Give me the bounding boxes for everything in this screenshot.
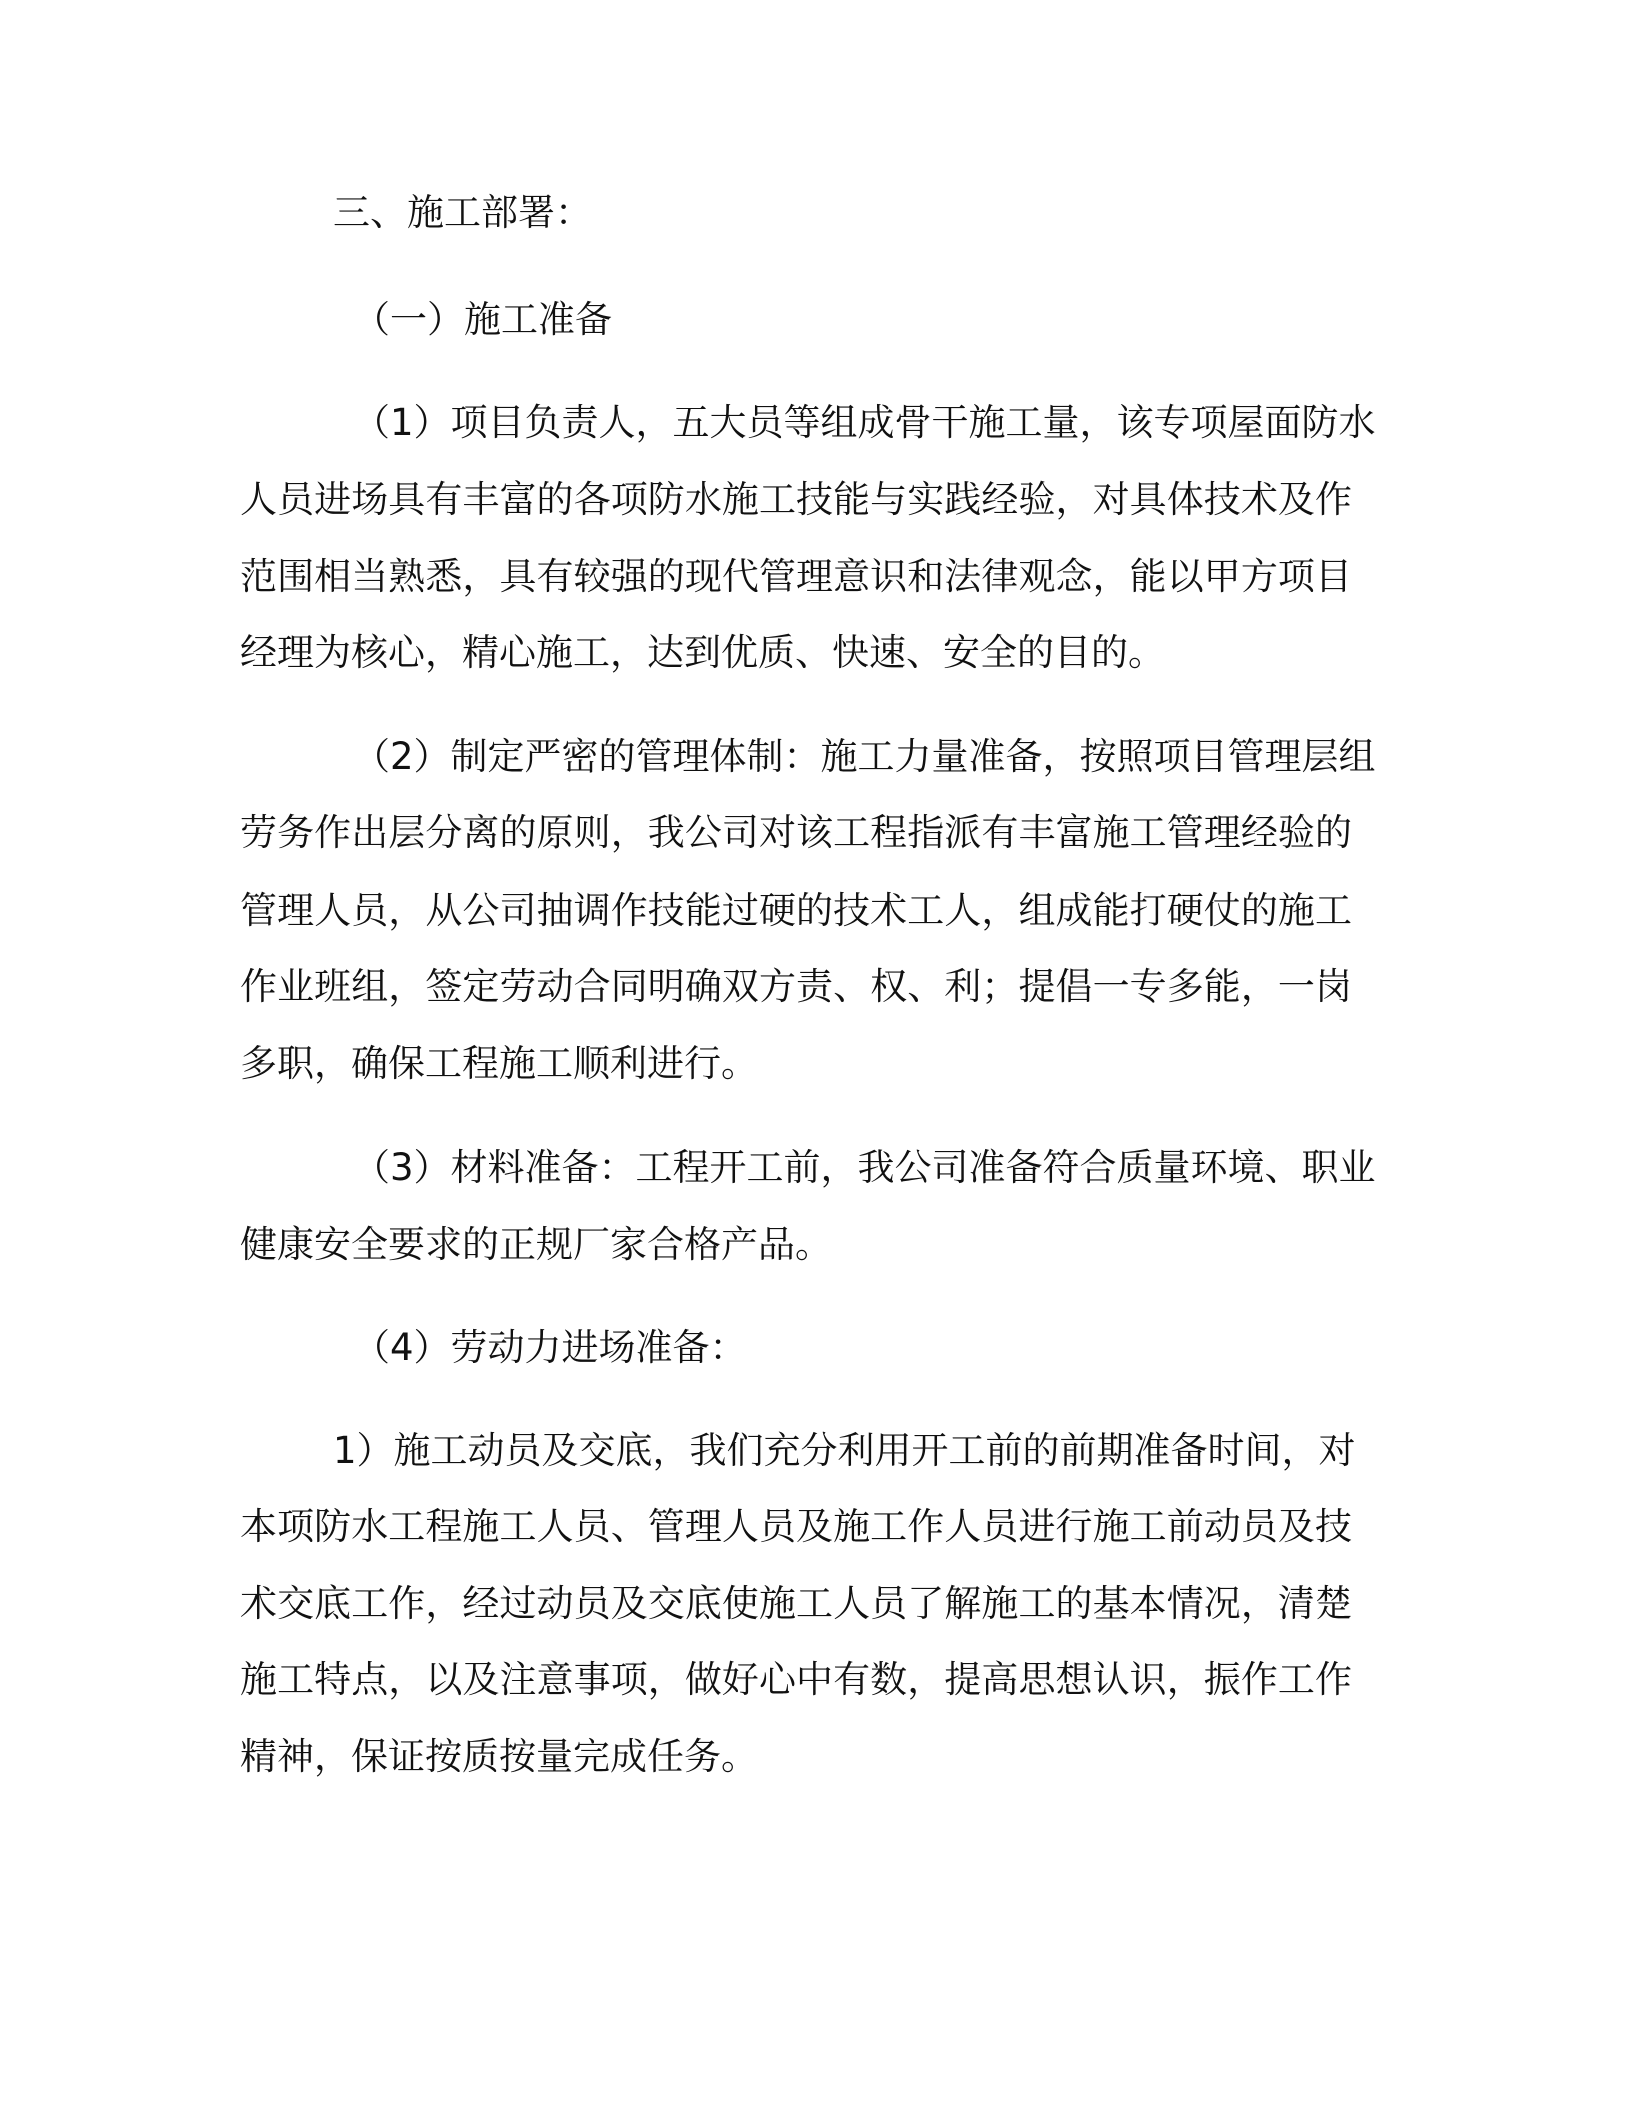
- text-line: 经理为核心，精心施工，达到优质、快速、安全的目的。: [240, 631, 1165, 674]
- text-line: 多职，确保工程施工顺利进行。: [240, 1042, 758, 1085]
- text-line: 1）施工动员及交底，我们充分利用开工前的前期准备时间，对: [333, 1429, 1356, 1472]
- text-line: 术交底工作，经过动员及交底使施工人员了解施工的基本情况，清楚: [240, 1582, 1352, 1625]
- text-line: 劳务作出层分离的原则，我公司对该工程指派有丰富施工管理经验的: [240, 811, 1352, 854]
- text-line: （2）制定严密的管理体制：施工力量准备，按照项目管理层组: [353, 735, 1376, 778]
- section-heading: 三、施工部署：: [333, 191, 592, 234]
- text-line: （4）劳动力进场准备：: [353, 1326, 747, 1369]
- text-line: 本项防水工程施工人员、管理人员及施工作人员进行施工前动员及技: [240, 1505, 1352, 1548]
- text-line: （1）项目负责人，五大员等组成骨干施工量，该专项屋面防水: [353, 401, 1376, 444]
- text-line: 人员进场具有丰富的各项防水施工技能与实践经验，对具体技术及作: [240, 478, 1352, 521]
- text-line: （3）材料准备：工程开工前，我公司准备符合质量环境、职业: [353, 1146, 1376, 1189]
- text-line: 管理人员，从公司抽调作技能过硬的技术工人，组成能打硬仗的施工: [240, 889, 1352, 932]
- text-line: 范围相当熟悉，具有较强的现代管理意识和法律观念，能以甲方项目: [240, 555, 1352, 598]
- text-line: 作业班组，签定劳动合同明确双方责、权、利；提倡一专多能，一岗: [240, 965, 1352, 1008]
- text-line: 精神，保证按质按量完成任务。: [240, 1735, 758, 1778]
- text-line: 健康安全要求的正规厂家合格产品。: [240, 1223, 832, 1266]
- text-line: 施工特点，以及注意事项，做好心中有数，提高思想认识，振作工作: [240, 1658, 1352, 1701]
- subsection-heading: （一）施工准备: [353, 298, 612, 341]
